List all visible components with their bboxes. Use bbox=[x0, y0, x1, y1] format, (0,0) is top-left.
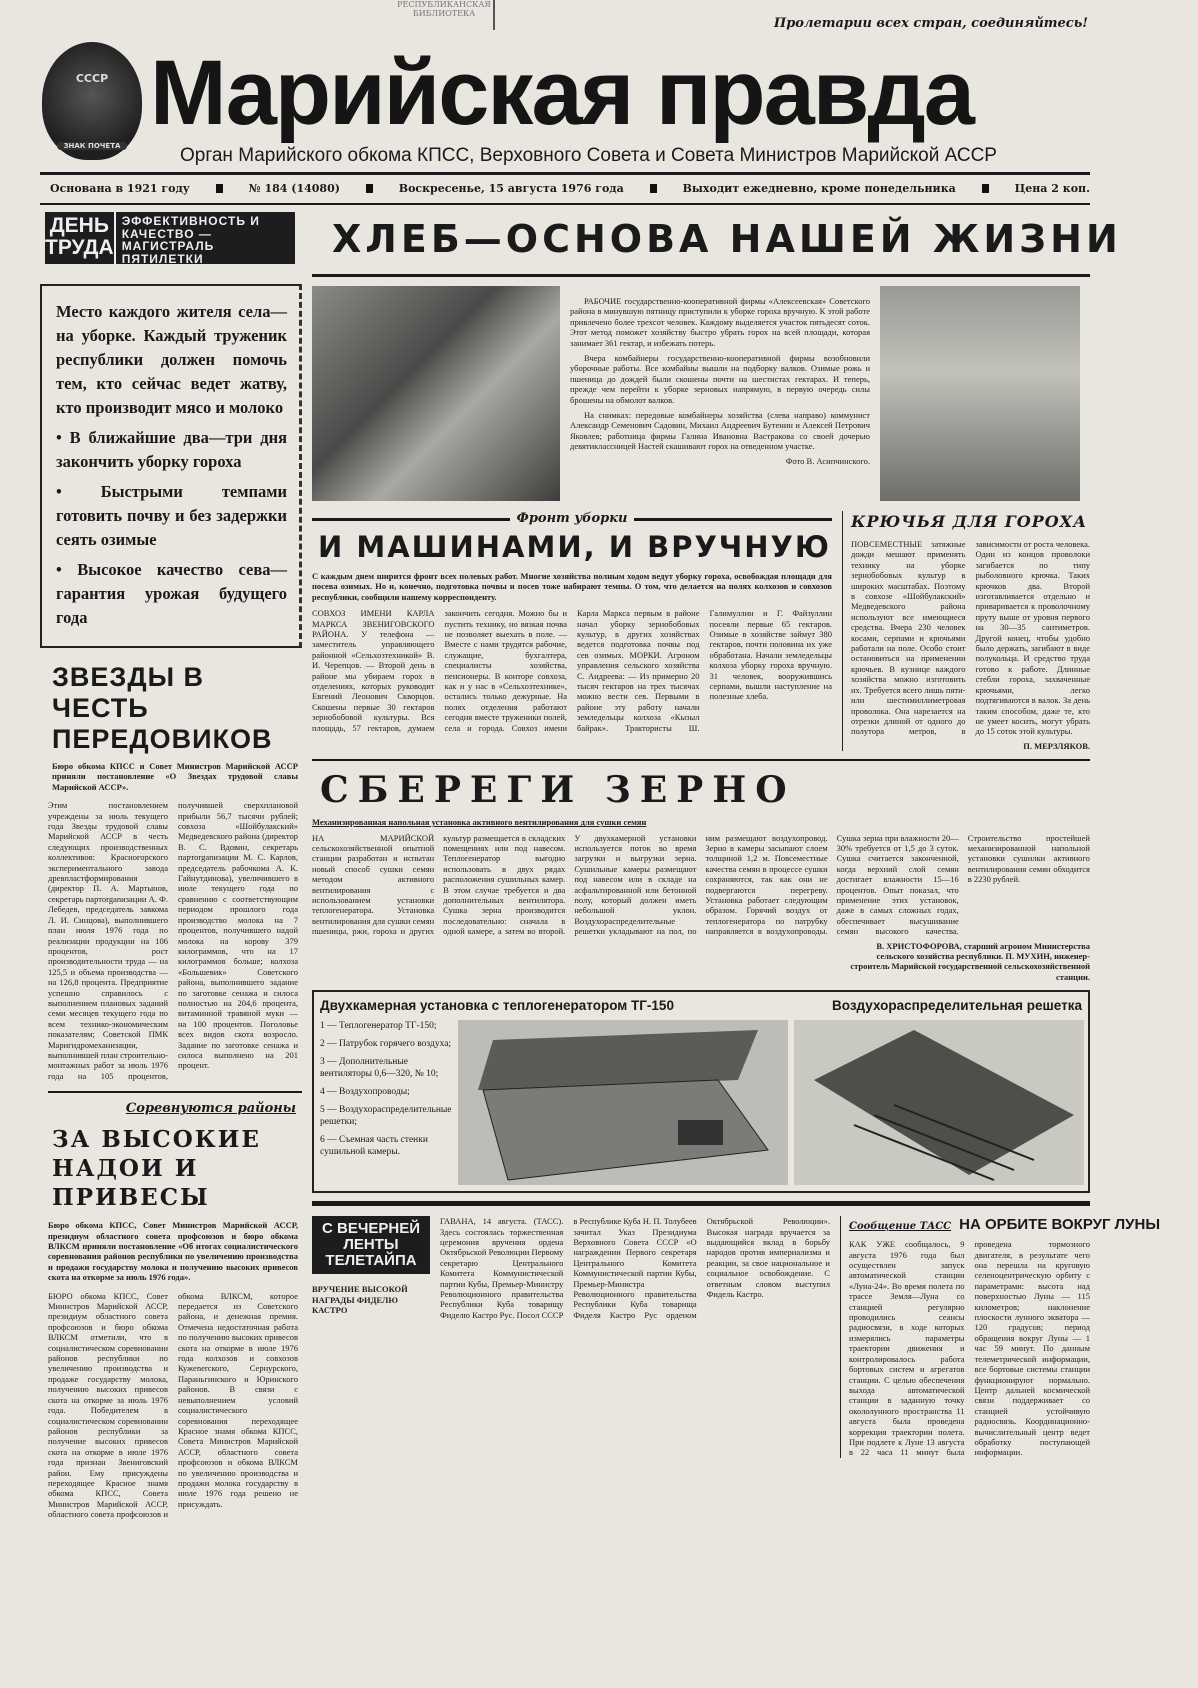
harvest-headline: И МАШИНАМИ, И ВРУЧНУЮ bbox=[318, 530, 831, 564]
slogan: Пролетарии всех стран, соединяйтесь! bbox=[773, 16, 1088, 31]
diagram-legend bbox=[320, 1020, 452, 1164]
grain-subtitle: Механизированная напольная установка активного вентилирования для сушки семян bbox=[312, 817, 647, 828]
harvest-intro: С каждым днем ширится фронт всех полевых работ. Многие хозяйства полным ходом ведут уборку гороха, освобождая площади для посева озимых. Но и, конечно, подготовка почвы и посев тоже набирают темпы. О том, что делается на полях колхозов и совхозов республики, сообщили нашему корреспонденту. bbox=[312, 571, 832, 602]
legend-item: 3 — Дополнительные вентиляторы 0,6—320, № 10; bbox=[320, 1057, 439, 1080]
harvest-article bbox=[312, 511, 842, 733]
competition-body: БЮРО обкома КПСС, Совет Министров Марийской АССР, президиум областного совета профсоюзов и бюро обкома ВЛКСМ отметили, что в социалистическом соревновании районов республики по увеличению производства и продаже государству молока, получению высоких привесов скота на откорме за июль 1976 года. Победителем в социалистическом соревновании районов республики за получение высоких привесов скота на откорме в июле 1976 года признан Звениговский район. Ему присуждены переходящее Красное знамя обкома КПСС, Совета Министров Марийской АССР, областного совета профсоюзов и обкома ВЛКСМ, которое передается из Советского района, и денежная премия. Отмечена недостаточная работа по получению высоких привесов скота на откорме в июле 1976 года колхозов и совхозов Кужenerского, Сернурского, Параньгинского и Юринского районов. В связи с невыполнением условий социалистического соревнования переходящее Красное знамя обкома КПСС, Совета Министров Марийской АССР, областного совета профсоюзов и обкома ВЛКСМ по увеличению производства и продажи молока государству в июле 1976 года решено не присуждать. bbox=[48, 1290, 298, 1520]
appeal-item: • Быстрыми темпами готовить почву и без задержки сеять озимые bbox=[56, 480, 287, 552]
divider bbox=[40, 172, 1090, 175]
legend-item: 1 — Теплогенератор ТГ-150; bbox=[320, 1021, 437, 1032]
section-label: Соревнуются районы bbox=[125, 1101, 296, 1117]
price: Цена 2 коп. bbox=[1014, 182, 1090, 195]
issue-date: Воскресенье, 15 августа 1976 года bbox=[398, 182, 624, 195]
left-column bbox=[40, 212, 302, 1520]
rubric-day-of-labor bbox=[45, 212, 295, 264]
divider bbox=[312, 274, 1090, 277]
legend-item: 2 — Патрубок горячего воздуха; bbox=[320, 1039, 452, 1050]
air-grid-drawing bbox=[794, 1020, 1084, 1185]
diagram-box bbox=[312, 990, 1090, 1193]
emblem-band: ЗНАК ПОЧЕТА bbox=[57, 142, 127, 150]
divider bbox=[312, 518, 510, 521]
legend-item: 5 — Воздухораспределительные решетки; bbox=[320, 1105, 452, 1128]
founded: Основана в 1921 году bbox=[50, 182, 190, 195]
photo-story-p1: РАБОЧИЕ государственно-кооперативной фирмы «Алексеевская» Советского района в минувшую пятницу приступили к уборке гороха вручную. К этой работе привлечено более трехсот человек. Каждому выделяется участок пятьдесят соток. Этот метод поможет хозяйству быстро убрать горох на всей площади, которая занимает 361 гектар, и избежать потерь. bbox=[570, 296, 870, 348]
divider bbox=[634, 518, 832, 521]
right-column bbox=[312, 212, 1161, 1458]
hooks-headline: КРЮЧЬЯ ДЛЯ ГОРОХА bbox=[851, 512, 1088, 531]
stars-body: Этим постановлением учреждены за июль текущего года Звезды трудовой славы Марийской АССР в честь следующих производственных коллективов: Красногорского экспериментального завода древпластформирования (директор П. А. Мартынов, секретарь партorganизации А. Ф. Лебедев, председатель завкома Л. И. Синцова), выполнившего план июля 1976 года по реализации продукции на 106 процентов, рост производительности труда — на 125,5 и объема производства — на 126,8 процента. Предприятие успешно справилось с выполнением плановых заданий семи месяцев текущего года по всем технико-экономическим показателям; Советской ПМК Маригидромеханизации, выполнившей план строительно-монтажных работ за июль 1976 года на 105 процентов, получившей сверхплановой прибыли 56,7 тысячи рублей; совхоза «Шойбулакский» Медведевского района (директор В. С. Вдовин, секретарь партorganизации М. С. Карлов, председатель рабочкома А. К. Гайнутдинова), увеличившего в июле текущего года по сравнению с соответствующим периодом прошлого года производство молока на 7 процентов, получившего надой молока на корову 379 килограммов, что на 17 килограммов больше; колхоза «Большевик» Советского района, выполнившего задание по заготовке сенажа и силоса полностью на 204,6 процента, витаминной травяной муки — на 100 процентов. Поголовье всех видов скота возросло. Задание по заготовке сенажа и силоса выполнено на 201 процент. bbox=[48, 800, 298, 1081]
photo-combine-operators bbox=[312, 286, 560, 501]
photo-story-row bbox=[312, 286, 1090, 501]
grain-body: НА МАРИЙСКОЙ сельскохозяйственной опытной станции разработан и испытан новый способ сушки семян методом активного вентилирования с использованием установки теплогенератора. Установка вентилирования для сушки семян пшеницы, ржи, гороха и других культур размещается в складских помещениях или под навесом. Теплогенератор выгодно использовать в двух рядах расположения сушильных камер. В этом случае требуется и два дополнительных вентилятора. Сушка зерна производится последовательно: сначала в одной камере, а затем во второй. У двухкамерной установки используется поток во время загрузки и выгрузки зерна. Сушильные камеры размещают под навесом или в складе на асфальтированной или бетонной полу, который должен иметь небольшой уклон. Воздухораспределительные решетки укладывают на пол, по ним размещают воздухопровод. Зерно в камеры засыпают слоем толщиной 1,2 м. Повсеместные качества семян в процессе сушки сохраняются, так как они не подвергаются перегреву. Установка работает следующим образом. Горячий воздух от теплогенератора по патрубку направляется в воздухопроводы. Сушка зерна при влажности 20—30% требуется от 1,5 до 3 суток. Сушка считается законченной, когда верхний слой семян достигает влажности 15—16 процентов. Опыт показал, что применение этих установок, даже в самых сложных годах, обеспечивает высушивание семян высокого качества. Строительство простейшей механизированной напольной установки сушилки активного вентилирования семян обходится в 2230 рублей. bbox=[312, 832, 1090, 937]
teletype-body: ГАВАНА, 14 августа. (ТАСС). Здесь состоялась торжественная церемония вручения ордена Октябрьской Революции Первому секретарю Центрального Комитета Коммунистической партии Кубы, Премьер-Министру Революционного правительства Республики Куба товарищу Фиделю Кастро Рус. Посол СССР в Республике Куба Н. П. Толубеев зачитал Указ Президиума Верховного Совета СССР «О награждении Первого секретаря Центрального Комитета Коммунистической партии Кубы, Премьер-Министра Революционного правительства Республики Куба товарища Фиделя Кастро Рус орденом Октябрьской Революции». Высокая награда вручается за выдающийся вклад в борьбу народов против империализма и реакции, за свое национальное и социальное освобождение. С ответным словом выступил Фидель Кастро. bbox=[440, 1216, 830, 1320]
teletype-column bbox=[312, 1216, 430, 1315]
newspaper-subtitle: Орган Марийского обкома КПСС, Верховного Совета и Совета Министров Марийской АССР bbox=[180, 145, 997, 166]
tass-article bbox=[840, 1216, 1161, 1458]
legend-item: 6 — Съемная часть стенки сушильной камеры. bbox=[320, 1135, 428, 1158]
tass-label: Сообщение ТАСС bbox=[849, 1221, 952, 1233]
legend-item: 4 — Воздухопроводы; bbox=[320, 1087, 410, 1098]
hooks-article bbox=[842, 511, 1090, 751]
tass-headline: НА ОРБИТЕ ВОКРУГ ЛУНЫ bbox=[959, 1216, 1161, 1234]
competition-headline: ЗА ВЫСОКИЕ НАДОИ И ПРИВЕСЫ bbox=[52, 1126, 261, 1212]
tass-body: КАК УЖЕ сообщалось, 9 августа 1976 года был осуществлен запуск автоматической станции «Луна-24». Во время полета по трассе Земля—Луна со станцией регулярно проводились сеансы радиосвязи, в ходе которых измерялись параметры траектории движения и контролировалось работа бортовых систем и агрегатов станции. С целью обеспечения выхода автоматической станции в заданную точку окололунного пространства 11 августа была проведена коррекция траектории полета. При подлете к Луне 13 августа в 22 часа 11 минут была проведена тормозного двигателя, в результате чего она перешла на круговую селеноцентрическую орбиту с параметрами: высота над поверхностью Луны — 115 километров; наклонение плоскости лунного экватора — 120 градусов; период обращения вокруг Луны — 1 час 59 минут. По данным телеметрической информации, все бортовые системы станции функционируют нормально. Центр дальней космической связи поддерживает со станцией устойчивую радиосвязь. Координационно-вычислительный центр ведет обработку поступающей информации. bbox=[849, 1239, 1090, 1458]
competition-intro: Бюро обкома КПСС, Совет Министров Марийской АССР, президиум областного совета профсоюзов и бюро обкома ВЛКСМ приняли постановление «Об итогах социалистического соревнования районов республики по увеличению производства и продажи государству молока и получению высоких привесов скота на откорме за июль 1976 года». bbox=[48, 1220, 298, 1283]
stars-headline: ЗВЕЗДЫ В ЧЕСТЬ ПЕРЕДОВИКОВ bbox=[52, 662, 273, 754]
truck-icon bbox=[678, 1120, 723, 1145]
rubric-day: ДЕНЬ ТРУДА bbox=[45, 212, 116, 264]
appeal-item: • В ближайшие два—три дня закончить уборку гороха bbox=[56, 426, 287, 474]
section-label: Фронт уборки bbox=[516, 511, 628, 526]
teletype-subhead: ВРУЧЕНИЕ ВЫСОКОЙ НАГРАДЫ ФИДЕЛЮ КАСТРО bbox=[312, 1284, 408, 1316]
appeal-text: Место каждого жителя села—на уборке. Каждый труженик республики должен помочь тем, кто сейчас ведет жатву, кто производит мясо и молоко bbox=[56, 302, 287, 417]
schedule: Выходит ежедневно, кроме понедельника bbox=[682, 182, 956, 195]
diagram-left-title: Двухкамерная установка с теплогенератором ТГ-150 bbox=[320, 998, 674, 1014]
harvest-row bbox=[312, 511, 1090, 751]
hooks-author: П. МЕРЗЛЯКОВ. bbox=[1023, 740, 1090, 751]
grain-headline: СБЕРЕГИ ЗЕРНО bbox=[320, 769, 796, 812]
photo-story bbox=[570, 286, 870, 466]
issue-number: № 184 (14080) bbox=[248, 182, 340, 195]
photo-credit: Фото В. Асипчинского. bbox=[785, 455, 870, 466]
newspaper-title: Марийская правда bbox=[150, 42, 973, 144]
bottom-row bbox=[312, 1216, 1161, 1458]
diagram-right-title: Воздухораспределительная решетка bbox=[832, 998, 1082, 1014]
harvest-body: СОВХОЗ ИМЕНИ КАРЛА МАРКСА ЗВЕНИГОВСКОГО РАЙОНА. У телефона — заместитель управляющего районной «Сельхозтехникой» В. И. Черепцов. — Второй день в районе мы убираем горох в отделениях, которых руководит Евгений Леонович Скворцов. Скошены первые 30 гектаров зернобобовой культуры. Вся площадь, 57 гектаров, думаем закончить сегодня. Можно бы и пустить технику, но вязкая почва не позволяет выехать в поле. — Вместе с нами трудятся рабочие, служащие, бухгалтера, специалисты хозяйства, пенсионеры. В конторе совхоза, как и у нас в «Сельхозтехнике», остались только дежурные. На полях отделения работают сегодня вместе труженики полей, села и города. Совхоз имени Карла Маркса первым в районе начал уборку зернобобовых культур, в других хозяйствах ведется подготовка почвы под сев озимых. МОРКИ. Агроном управления сельского хозяйства С. Андреева: — Из примерно 20 тысяч гектаров на трех тысячах можно вести сев. Первыми в районе эту работу начали земледельцы колхоза «Кызыл байрак». Трактористы Ш. Галимуллин и Г. Файзуллин посеяли первые 65 гектаров. Озимые в хозяйстве займут 380 гектаров, почти половина их уже обработана. Начали земледельцы колхоза уборку гороха вручную. 31 человек, вооружившись серпами, вышли наступление на полезные хлеба. bbox=[312, 608, 832, 733]
photo-pea-harvest bbox=[880, 286, 1080, 501]
issue-info-bar bbox=[50, 182, 1090, 195]
hooks-body: ПОВСЕМЕСТНЫЕ затяжные дожди мешают применять технику на уборке зернобобовых культур в широких масштабах. Поэтому в совхозе «Шойбулакский» Медведевского района используют все имеющиеся средства. Вчера 230 человек косами, серпами и крючьями работали на поле. Особо стоит остановиться на применении крючьев. В кузнице каждого хозяйства можно изготовить их. Требуется всего лишь пяти- или шестимиллиметровая проволока. Она нарезается на отрезки длиной от одного до полутора метров, в зависимости от роста человека. Один из концов проволоки загибается по типу рыболовного крючка. Таких крючков два. Второй изготавливается отдельно и приваривается к проволочному пруту выше от уровня первого на 30—35 сантиметров. Другой конец, чтобы удобно было держать, загибают в виде полукольца. И средство труда готово к работе. Длинные стебли гороха, захваченные крючьями, легко подтягиваются в валок. За день таким способом, даже те, кто не умеет косить, могут убрать до 15 соток этой культуры. bbox=[851, 539, 1090, 737]
divider bbox=[312, 1201, 1090, 1206]
stars-intro: Бюро обкома КПСС и Совет Министров Марийской АССР приняли постановление «О Звездах трудовой славы Марийской АССР». bbox=[52, 761, 298, 792]
dryer-installation-drawing bbox=[458, 1020, 788, 1185]
photo-caption: На снимках: передовые комбайнеры хозяйства (слева направо) коммунист Александр Семенович Садовин, Михаил Андреевич Бутенин и Алексей Петрович Яковлев; работница фирмы Галина Ивановна Ваcтракова со своей дочерью девятиклассницей Настей скашивают горох на отведенном участке. bbox=[570, 410, 870, 452]
divider bbox=[312, 759, 1090, 761]
main-headline: ХЛЕБ—ОСНОВА НАШЕЙ ЖИЗНИ bbox=[332, 217, 1122, 261]
appeal-item: • Высокое качество сева—гарантия урожая будущего года bbox=[56, 558, 287, 630]
library-stamp: РЕСПУБЛИКАНСКАЯ БИБЛИОТЕКА bbox=[395, 0, 495, 30]
grain-authors: В. ХРИСТОФОРОВА, старший агроном Министерства сельского хозяйства республики. П. МУХИН, инженер-строитель Марийской государственной сельскохозяйственной станции. bbox=[850, 940, 1090, 982]
order-emblem-icon: СССР ЗНАК ПОЧЕТА bbox=[42, 42, 142, 160]
divider bbox=[40, 203, 1090, 205]
appeal-box bbox=[40, 284, 302, 648]
divider bbox=[48, 1091, 302, 1093]
photo-story-p2: Вчера комбайнеры государственно-кооперативной фирмы возобновили уборочные работы. Все комбайны вышли на подборку валков. Озимые рожь и пшеница до дождей были скошены почти на шестистах гектарах. И теперь, прежде чем перейти к уборке зерновых напрямую, в первую очередь силы брошены на обмолот валков. bbox=[570, 353, 870, 405]
rubric-slogan: ЭФФЕКТИВНОСТЬ И КАЧЕСТВО — МАГИСТРАЛЬ ПЯТИЛЕТКИ bbox=[121, 214, 260, 266]
teletype-box: С ВЕЧЕРНЕЙ ЛЕНТЫ ТЕЛЕТАЙПА bbox=[312, 1216, 430, 1274]
